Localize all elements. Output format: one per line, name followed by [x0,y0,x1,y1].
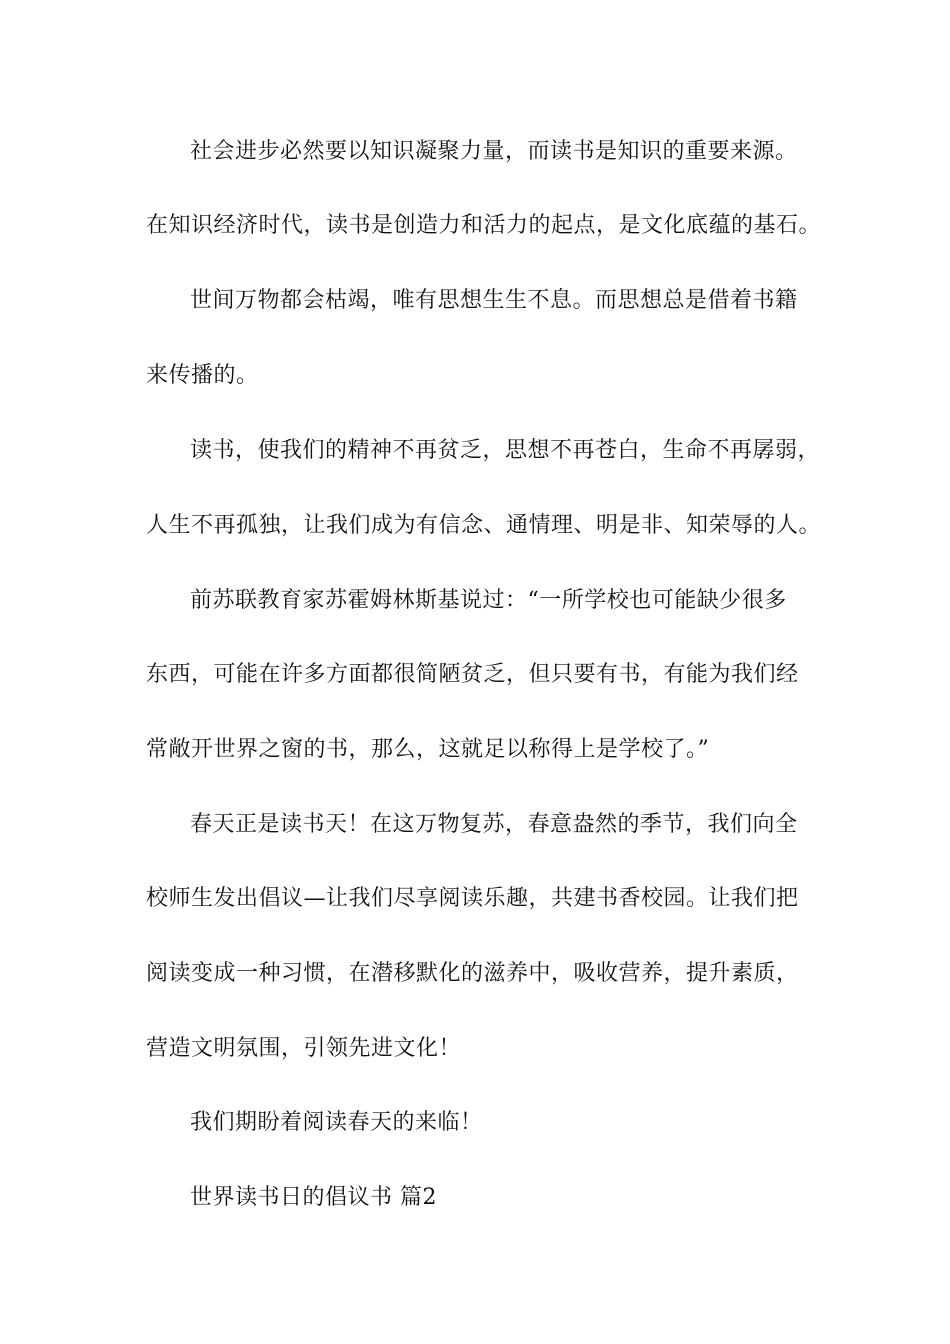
paragraph-line: 读书，使我们的精神不再贫乏，思想不再苍白，生命不再孱弱， [190,438,821,463]
paragraph-line: 营造文明氛围，引领先进文化！ [146,1036,462,1061]
paragraph-line: 校师生发出倡议—让我们尽享阅读乐趣，共建书香校园。让我们把 [146,886,799,911]
section-heading: 世界读书日的倡议书 篇2 [190,1185,437,1210]
paragraph-line: 常敞开世界之窗的书，那么，这就足以称得上是学校了。” [146,737,710,762]
paragraph-line: 东西，可能在许多方面都很简陋贫乏，但只要有书，有能为我们经 [146,662,799,687]
paragraph-line: 来传播的。 [146,363,259,388]
paragraph-line: 世间万物都会枯竭，唯有思想生生不息。而思想总是借着书籍 [190,288,798,313]
paragraph-line: 前苏联教育家苏霍姆林斯基说过：“一所学校也可能缺少很多 [190,588,787,613]
paragraph-line: 在知识经济时代，读书是创造力和活力的起点，是文化底蕴的基石。 [146,213,822,238]
paragraph-line: 阅读变成一种习惯，在潜移默化的滋养中，吸收营养，提升素质， [146,961,799,986]
paragraph-line: 人生不再孤独，让我们成为有信念、通情理、明是非、知荣辱的人。 [146,513,822,538]
paragraph-line: 我们期盼着阅读春天的来临！ [190,1110,483,1135]
paragraph-line: 春天正是读书天！在这万物复苏，春意盎然的季节，我们向全 [190,812,798,837]
paragraph-line: 社会进步必然要以知识凝聚力量，而读书是知识的重要来源。 [190,139,798,164]
